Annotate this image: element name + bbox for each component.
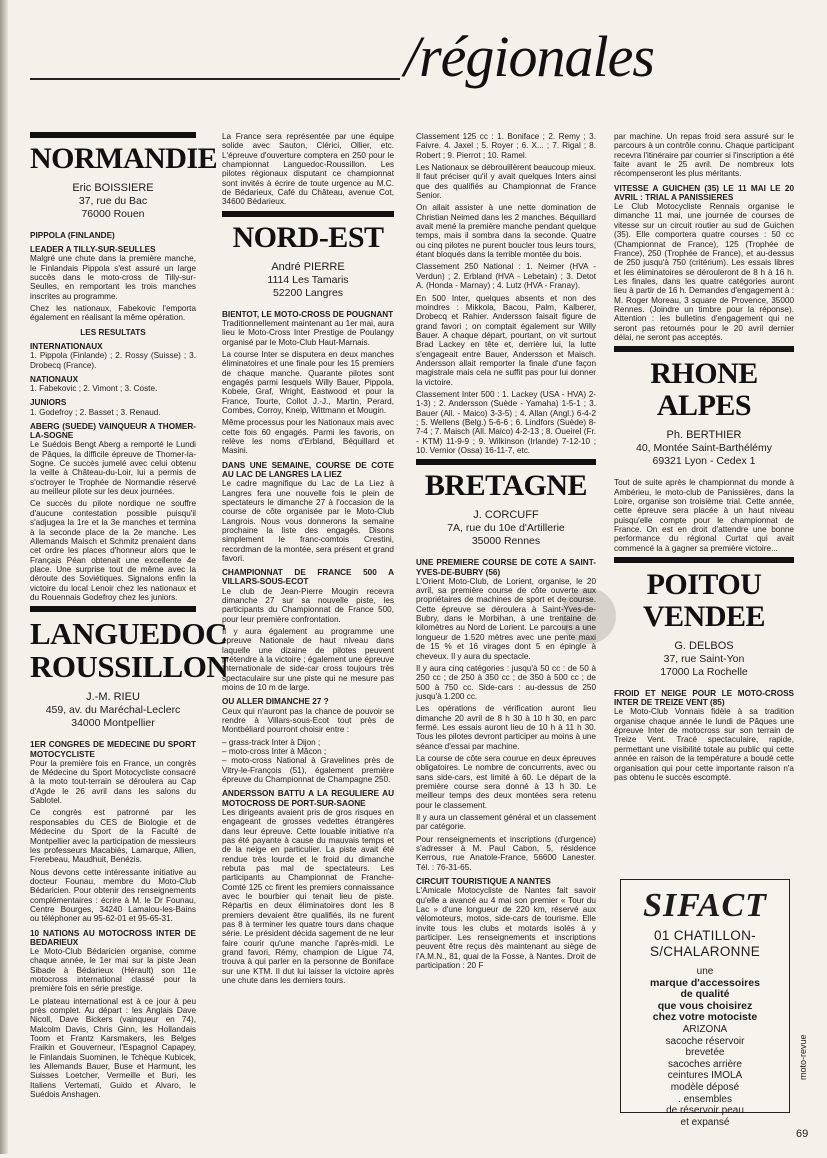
region-title-line: ROUSSILLON [30,648,229,684]
correspondent-languedoc [30,691,196,730]
article-text: On allait assister à une nette domination de Christian Neimed dans les 2 manches. Béquillard avait mené la première manche pendant quelque temps, mais il sombra dans la seconde. Quatre ou cinq pilotes ne purent boucler tous leurs tours, étant bloqués dans la terrible montée du bois. [416,203,596,260]
address-line: 1114 Les Tamaris [267,273,349,286]
article-text: – grass-track Inter à Dijon ; – moto-cross Inter à Mâcon ; – moto-cross National à Gravelines près de Vitry-le-François (51), également première épreuve du Championnat de Champagne 250. [222,737,394,785]
address-line: 459, av. du Maréchal-Leclerc [45,704,181,717]
section-header: /régionales [404,24,654,89]
articles-nord-est [222,310,394,986]
article-heading: JUNIORS [30,398,67,408]
region-title-line: LANGUEDOC [30,616,228,652]
column-1 [30,128,229,1158]
region-bretagne [416,471,596,501]
article-heading: VITESSE A GUICHEN (35) LE 11 MAI LE 20 AVRIL : TRIAL A PANISSIERES [614,183,794,202]
article-text: Le Moto-Club Bédaricien organise, comme chaque année, le 1er mai sur la piste Jean Sibade à Bédarieux (Hérault) son 11e motocross international classé pour la première fois en série prestige. [30,947,196,994]
article-text: Malgré une chute dans la première manche, le Finlandais Pippola s'est assuré un large succès dans le moto-cross de Tilly-sur-Seulles, en remportant les trois manches inscrites au programme. [30,254,196,301]
article-text: L'Orient Moto-Club, de Lorient, organise, le 20 avril, sa première course de côte ouverte aux propriétaires de machines de sport et de course. Cette épreuve se déroulera à Saint-Yves-de-Bubry, dans le Morbihan, à une trentaine de kilomètres au Nord de Lorient. Le parcours a une longueur de 1.520 mètres avec une pente maxi de 15 % et 16 virages dont 5 en épingle à cheveux. Il y aura du spectacle. [416,576,596,661]
article-heading: 1ER CONGRES DE MEDECINE DU SPORT MOTOCYCLISTE [30,740,196,759]
ad-line: marque d'accessoires [650,976,760,989]
address-line: 40, Montée Saint-Barthélémy [636,442,772,455]
article-text: Nous devons cette intéressante initiative au docteur Founau, membre du Moto-Club Bédaricien. Pour obtenir des renseignements complémentaires : écrire à M. le Dr Founau, Centre Bourges, 34240 Lamalou-les-Bains ou téléphoner au 95-62-01 et 95-65-31. [30,867,196,924]
ad-line: sacoche réservoir [665,1035,745,1047]
region-title-line: NORMANDIE [30,142,218,175]
article-text: Le plateau international est à ce jour à peu près complet. Au départ : les Anglais Dave Nicoll, Dave Bickers (vainqueur en 74), Malcolm Davis, Chris Ginn, les Hollandais Toom et Frantz Karsmakers, les Belges Fraikin et Gouverneur, l'Espagnol Capapey, le Finlandais Suominen, le Tchèque Kubicek, les Allemands Bauer, Buse et Harmunt, les Suisses Loetcher, Vermeille et Buri, les Italiens Vertemati, Guido et Alvaro, le Suédois Anshagen. [30,996,196,1100]
correspondent-name: G. DELBOS [674,640,734,653]
region-normandie [30,142,218,175]
articles-rhone-alpes [614,478,794,553]
article-heading: FROID ET NEIGE POUR LE MOTO-CROSS INTER DE TREIZE VENT (85) [614,689,794,708]
article-text: Classement 250 National : 1. Neimer (HVA - Verdun) ; 2. Erbland (HVA - Lebetain) ; 3. Detot A. (Honda - Marnay) ; 4. Lutz (HVA - Franay). [416,262,596,291]
address-line: 34000 Montpellier [71,717,155,730]
address-line: 17000 La Rochelle [660,666,748,679]
region-title-line: POITOU [646,568,762,602]
article-text: Chez les nationaux, Fabekovic l'emporta également en réalisant la même opération. [30,304,196,323]
correspondent-name: André PIERRE [271,260,345,273]
article-text: Classement Inter 500 : 1. Lackey (USA - HVA) 2-1-3) ; 2. Andersson (Suède - Yamaha) 1-5-1 ; 3. Bauer (All. - Maico) 3-3-5) ; 4. Allan (Angl.) 6-4-2 ; 5. Wellens (Belg.) 5-6-6 ; 6. Lindfors (Suède) 8-7-4 ; 7. Maisch (All. Maico) 4-2-13 ; 8. Oueirel (Fr. - KTM) 11-9-9 ; 9. Wilkinson (Irlande) 7-12-10 ; 10. Vernior (Ossa) 16-11-7, etc. [416,389,596,455]
ad-line: chez votre motociste [652,1011,758,1024]
page-spine [0,0,8,1154]
article-heading: LEADER A TILLY-SUR-SEULLES [30,245,156,255]
section-rule [416,459,596,465]
article-text: par machine. Un repas froid sera assuré sur le parcours à un contrôle connu. Chaque participant recevra l'itinéraire par courrier si l'inscription a été faite avant le 25 avril. De nombreux lots récompenseront les plus méritants. [614,132,794,179]
article-heading: ABERG (SUEDE) VAINQUEUR A THOMER-LA-SOGNE [30,422,196,441]
region-poitou-vendee [614,569,794,632]
correspondent-normandie [30,182,196,221]
correspondent-poitou [614,640,794,679]
article-heading: DANS UNE SEMAINE, COURSE DE COTE AU LAC DE LANGRES LA LIEZ [222,460,394,479]
article-heading: PIPPOLA (FINLANDE) [30,231,115,240]
ad-line: modèle déposé [670,1081,740,1093]
correspondent-name: J. CORCUFF [473,509,539,522]
article-text: Ce succès du pilote nordique ne souffre d'aucune contestation possible puisqu'il s'adjugea la 1re et la 3e manches et termina à la seconde place de la 2e manche. Les Allemands Maisch et Schmitz prenaient dans cet ordre les places d'honneur alors que le Français Péan obtenait une excellente 4e place. Une surprise tout de même avec la déroute des Soviétiques. Signalons enfin la victoire du local Lenoir chez les nationaux et du Rouennais Godefroy chez les juniors. [30,499,196,602]
article-text: En 500 Inter, quelques absents et non des moindres : Mikkola, Bacou, Palm, Kalberer, Drobecq et Rahier. Andersson faisait figure de grand favori ; on comptait également sur Willy Bauer. A chaque départ, pourtant, on vit surtout Brad Lackey en tête et, derrière lui, la lutte s'engageait entre Bauer, Andersson et Maisch. Andersson allait remporter la finale d'une façon magistrale mais cela ne suffit pas pour lui donner la victoire. [416,293,596,387]
article-text: Classement 125 cc : 1. Boniface ; 2. Remy ; 3. Faivre. 4. Jaxel ; 5. Royer ; 6. X... ; 7. Rigal ; 8. Robert ; 9. Pierrot ; 10. Ramel. [416,132,596,160]
section-rule [30,132,196,138]
ad-city: 01 CHATILLON-S/CHALARONNE [649,928,761,959]
sifact-advertisement [620,879,790,1128]
articles-bretagne-continued [614,132,794,342]
article-heading: LES RESULTATS [80,327,146,337]
article-text: Il y aura un classement général et un classement par catégorie. [416,813,596,832]
address-line: 37, rue Saint-Yon [663,653,745,666]
correspondent-rhone-alpes [614,429,794,468]
section-rule [614,346,794,352]
ad-line: de réservoir peau [666,1105,744,1117]
article-text: Les dirigeants avaient pris de gros risques en engageant de grosses vedettes étrangères dans leur épreuve. Cette louable initiative n'a pas été payante à cause du mauvais temps et de la neige en particulier. La piste avait été rendue très lourde et le froid du dimanche rebuta pas mal de spectateurs. Les participants au Championnat de Franche-Comté 125 cc firent les premiers connaissance avec le bourbier qui tenait lieu de piste. Répartis en deux éliminatoires dont les 8 premiers devaient être qualifiés, ils ne furent pas 8 à terminer les quatre tours dans chaque série. Le président décida sagement de ne leur faire courir qu'une manche l'après-midi. Le grand favori, Rémy, champion de Ligue 74, trouva à qui parler en la personne de Boniface sur une KTM. Il dut lui laisser la victoire après une chute dans les derniers tours. [222,807,394,985]
region-title-line: NORD-EST [232,220,384,254]
article-text: La course Inter se disputera en deux manches éliminatoires et une finale pour les 15 premiers de chaque manche. Quarante pilotes sont engagés parmi lesquels Willy Bauer, Pippola, Kobele, Graf, Wright, Eastwood et pour la France, Tourte, Collot J.-J., Martin, Perard, Combes, Corroy, Kneip, Wittmann et Mougin. [222,349,394,416]
region-title-line: ALPES [656,388,752,422]
ad-line: que vous choisirez [657,999,753,1012]
ad-line: ARIZONA [682,1023,728,1035]
article-text: Traditionnellement maintenant au 1er mai, aura lieu le Moto-Cross Inter Prestige de Poulangy organisé par le Moto-Club Haut-Marnais. [222,318,394,347]
article-text: Le Moto-Club Vonnais fidèle à sa tradition organise chaque année le lundi de Pâques une épreuve Inter de motocross sur son terrain de Treize Vent. Tracé spectaculaire, rapide, permettant une visibilité totale au public qui cette année en raison de la température a boudé cette organisation qui pour cette importante raison n'a pas obtenu le succès escompté. [614,707,794,782]
article-text: Ce congrès est patronné par les responsables du CES de Biologie et de Médecine du Sport de la Faculté de Montpellier avec la participation de messieurs les professeurs Macabiès, Lamarque, Allien, Frerebeau, Maudhuit, Benézis. [30,808,196,865]
article-heading: UNE PREMIERE COURSE DE COTE A SAINT-YVES-DE-BUBRY (56) [416,558,596,577]
sifact-logo: SIFACT [643,887,767,924]
address-line: 7A, rue du 10e d'Artillerie [447,522,565,535]
header-rule [30,78,400,80]
article-text: Le club de Jean-Pierre Mougin recevra dimanche 27 sur sa nouvelle piste, les participants du Championnat de France 500, pour leur première confrontation. [222,586,394,624]
ad-line: sacoches arrière [668,1058,742,1070]
address-line: 76000 Rouen [81,208,145,220]
address-line: 35000 Rennes [471,535,541,548]
region-title-line: BRETAGNE [424,469,588,503]
section-rule [222,211,394,217]
article-text: L'Amicale Motocycliste de Nantes fait savoir qu'elle a avancé au 4 mai son premier « Tour du Lac » d'une longueur de 220 km, réservé aux vélomoteurs, motos, side-cars de tourisme. Elle invite tous les clubs et motards isolés à y participer. Les renseignements et inscriptions peuvent être reçus dès maintenant au siège de l'A.M.N., 81, quai de la Fosse, à Nantes. Droit de participation : 20 F [416,886,596,971]
article-text: La France sera représentée par une équipe solide avec Sauton, Clérici, Ollier, etc. L'épreuve d'ouverture comptera en 250 pour le championnat Languedoc-Roussillon. Les pilotes régionaux disputant ce championnat sont invités à écrire de toute urgence au M.C. de Bédarieux, Café du Château, avenue Cot, 34600 Bédarieux. [222,132,394,207]
article-heading: BIENTOT, LE MOTO-CROSS DE POUGNANT [222,309,394,319]
column-2 [222,128,394,1158]
article-text: Le Suédois Bengt Aberg a remporté le Lundi de Pâques, la difficile épreuve de Thomer-la-Sogne. Ce succès jumelé avec celui obtenu la veille à Château-du-Loir, lui a permis de s'octroyer le Trophée de Normandie réservé au meilleur pilote sur les deux journées. [30,440,196,497]
column-3 [416,128,596,1158]
region-rhone-alpes [614,358,794,421]
article-text: Pour renseignements et inscriptions (d'urgence) s'adresser à M. Paul Cabon, 5, résidence Kerrous, rue Anatole-France, 56600 Lanester. Tél. : 76-31-65. [416,834,596,872]
address-line: 52200 Langres [272,286,344,299]
correspondent-nord-est [222,261,394,300]
address-line: 37, rue du Bac [78,195,148,207]
article-text: Il y aura également au programme une épreuve Nationale de haut niveau dans laquelle une dizaine de pilotes peuvent prétendre à la victoire ; également une épreuve Internationale de side-car cross toujours très spectaculaire sur une piste qui ne mesure pas moins de 10 m de large. [222,627,394,693]
article-text: Il y aura cinq catégories : jusqu'à 50 cc : de 50 à 250 cc ; de 250 à 350 cc ; de 350 à 500 cc ; de 500 à 750 cc. Side-cars : au-dessus de 250 jusqu'à 1.200 cc. [416,663,596,701]
article-text: 1. Pippola (Finlande) ; 2. Rossy (Suisse) ; 3. Drobecq (France). [30,351,196,370]
article-text: Les opérations de vérification auront lieu dimanche 20 avril de 8 h 30 à 10 h 30, en parc fermé. Les essais auront lieu de 10 h à 11 h 30. Tous les pilotes devront participer au moins à une séance d'essai par machine. [416,704,596,751]
ad-line: . ensembles [678,1093,732,1105]
region-title-line: VENDEE [642,599,766,633]
section-rule [30,606,196,612]
article-text: Même processus pour les Nationaux mais avec cette fois 60 engagés. Parmi les favoris, on relève les noms d'Erbland, Béquillard et Masini. [222,418,395,456]
correspondent-bretagne [416,509,596,548]
articles-normandie [30,231,196,602]
correspondent-name: Eric BOISSIERE [72,182,154,194]
region-nord-est [222,220,394,254]
address-line: 69321 Lyon - Cedex 1 [652,455,756,468]
ad-line: brevetée [685,1047,725,1059]
article-text: 1. Godefroy ; 2. Basset ; 3. Renaud. [30,407,161,417]
ad-line: ceintures IMOLA [667,1070,743,1082]
articles-poitou [614,689,794,782]
article-heading: 10 NATIONS AU MOTOCROSS INTER DE BEDARIEUX [30,928,196,947]
article-text: Le Club Motocycliste Rennais organise le dimanche 11 mai, une journée de courses de vitesse sur un circuit routier au sud de Guichen (35). Elle comportera quatre courses : 50 cc (Championnat de France), 125 (Trophée de France), 250 (Trophée de France), et au-dessus de 250 jusqu'à 750 (critérium). Les essais libres et les éliminatoires se dérouleront de 8 h à 16 h. Les finales, dans les quatre catégories auront lieu à partir de 16 h. Demandes d'engagement à : M. Roger Moreau, 3 square de Provence, 35000 Rennes. (Joindre un timbre pour la réponse). Attention : les bulletins d'engagement qui ne seront pas retournés pour le 20 avril dernier délai, ne seront pas acceptés. [614,202,794,342]
magazine-name: moto-revue [798,1034,808,1080]
article-heading: CHAMPIONNAT DE FRANCE 500 A VILLARS-SOUS-ECOT [222,568,394,587]
correspondent-name: J.-M. RIEU [86,691,140,704]
article-heading: CIRCUIT TOURISTIQUE A NANTES [416,877,551,887]
ad-line: de qualité [680,988,730,1001]
article-text: 1. Fabekovic ; 2. Vimont ; 3. Coste. [30,384,158,394]
ad-lines [621,966,789,1128]
article-text: Pour la première fois en France, un congrès de Médecine du Sport Motocycliste consacré à la moto tout-terrain se déroulera au Cap d'Agde le 26 avril dans les salons du Sablotel. [30,758,196,806]
ad-line: une [696,966,714,977]
article-text: La course de côte sera courue en deux épreuves obligatoires. Le nombre de concurrents, avec ou sans side-cars, est limité à 60. Le départ de la première course sera donné à 13 h 30. Le meilleur temps des deux montées sera retenu pour le classement. [416,753,596,810]
article-heading: OU ALLER DIMANCHE 27 ? [222,697,329,707]
article-text: Tout de suite après le championnat du monde à Ambérieu, le moto-club de Panissières, dans la Loire, organise son troisième trial. Cette année, cette épreuve sera placée à un haut niveau puisqu'elle compte pour le championnat de France. On est en droit d'attendre une bonne performance du régional Curtat qui avait commencé la à gagner sa première victoire... [614,478,794,553]
region-languedoc-roussillon [30,616,229,684]
article-heading: NATIONAUX [30,374,79,384]
article-text: Le cadre magnifique du Lac de La Liez à Langres fera une nouvelle fois le plein de spectateurs le dimanche 27 à l'occasion de la course de côte organisée par le Moto-Club Langrois. Nous vous donnerons la semaine prochaine la liste des engagés. Disons simplement le franc-comtois Crestini, recordman de la montée, sera présent et grand favori. [222,479,394,563]
article-heading: INTERNATIONAUX [30,342,103,352]
articles-nord-est-continued [416,132,596,455]
correspondent-name: Ph. BERTHIER [666,429,742,442]
article-heading: ANDERSSON BATTU A LA REGULIERE AU MOTOCROSS DE PORT-SUR-SAONE [222,789,394,808]
watermark-logo [560,588,616,644]
region-title-line: RHONE [650,357,758,391]
page-number: 69 [796,1128,809,1140]
article-text: Ceux qui n'auront pas la chance de pouvoir se rendre à Villars-sous-Ecot tout près de Montbéliard pourront choisir entre : [222,706,394,735]
section-rule [614,557,794,563]
ad-line: et expansé [680,1116,730,1128]
article-text: Les Nationaux se débrouillèrent beaucoup mieux. Il faut préciser qu'il y avait quelques Inters ainsi que des qualifiés au Championnat de France Senior. [416,163,596,201]
articles-languedoc [30,740,196,1099]
